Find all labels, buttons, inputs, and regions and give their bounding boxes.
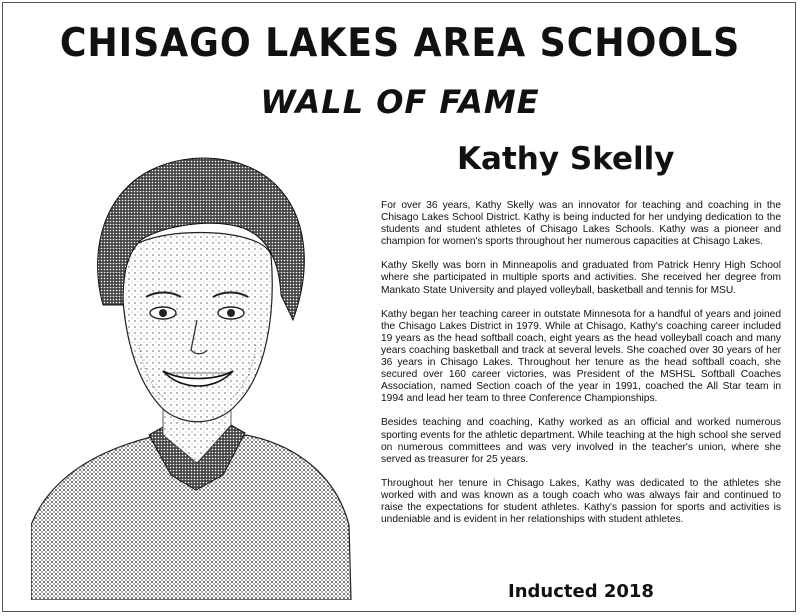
school-name-heading: CHISAGO LAKES AREA SCHOOLS bbox=[59, 21, 741, 66]
bio-paragraph: For over 36 years, Kathy Skelly was an innovator for teaching and coaching in the Chisago Lakes School District. Kathy is being inducted for her undying dedication to the students and student athletes of Chisago Lakes Schools. Kathy was a pioneer and champion for women's sports throughout her numerous capacities at Chisago Lakes. bbox=[381, 200, 781, 248]
bio-paragraph: Throughout her tenure in Chisago Lakes, Kathy was dedicated to the athletes she worked with and was known as a tough coach who was always fair and continued to raise the expectations for student athletes. Kathy's passion for sports and activities is undeniable and is evident in her relationships with student athletes. bbox=[381, 477, 781, 526]
induction-year: Inducted 2018 bbox=[508, 581, 654, 602]
wall-of-fame-plaque bbox=[2, 2, 796, 612]
bio-paragraph: Besides teaching and coaching, Kathy worked as an official and worked numerous sporting events for the athletic department. While teaching at the high school she served on numerous committees and was very involved in the teacher's union, where she served as treasurer for 25 years. bbox=[381, 417, 781, 465]
bio-paragraph: Kathy Skelly was born in Minneapolis and graduated from Patrick Henry High School where she participated in multiple sports and activities. She received her degree from Mankato State University and played volleyball, basketball and tennis for MSU. bbox=[381, 260, 781, 296]
bio-paragraph: Kathy began her teaching career in outstate Minnesota for a handful of years and joined the Chisago Lakes District in 1979. While at Chisago, Kathy's coaching career included 19 years as the head softball coach, eight years as the head volleyball coach and many years coaching basketball and track at several levels. She coached over 30 years of her 36 years in Chisago Lakes. Throughout her tenure as the head softball coach, she secured over 160 career victories, was President of the MSHSL Softball Coaches Association, named Section coach of the year in 1991, coached the All Star team in 1994 and lead her team to three Conference Championships. bbox=[381, 308, 781, 405]
biography bbox=[381, 200, 781, 538]
honoree-name: Kathy Skelly bbox=[457, 141, 675, 177]
portrait-drawing bbox=[31, 145, 361, 600]
wall-of-fame-title: WALL OF FAME bbox=[260, 83, 540, 121]
